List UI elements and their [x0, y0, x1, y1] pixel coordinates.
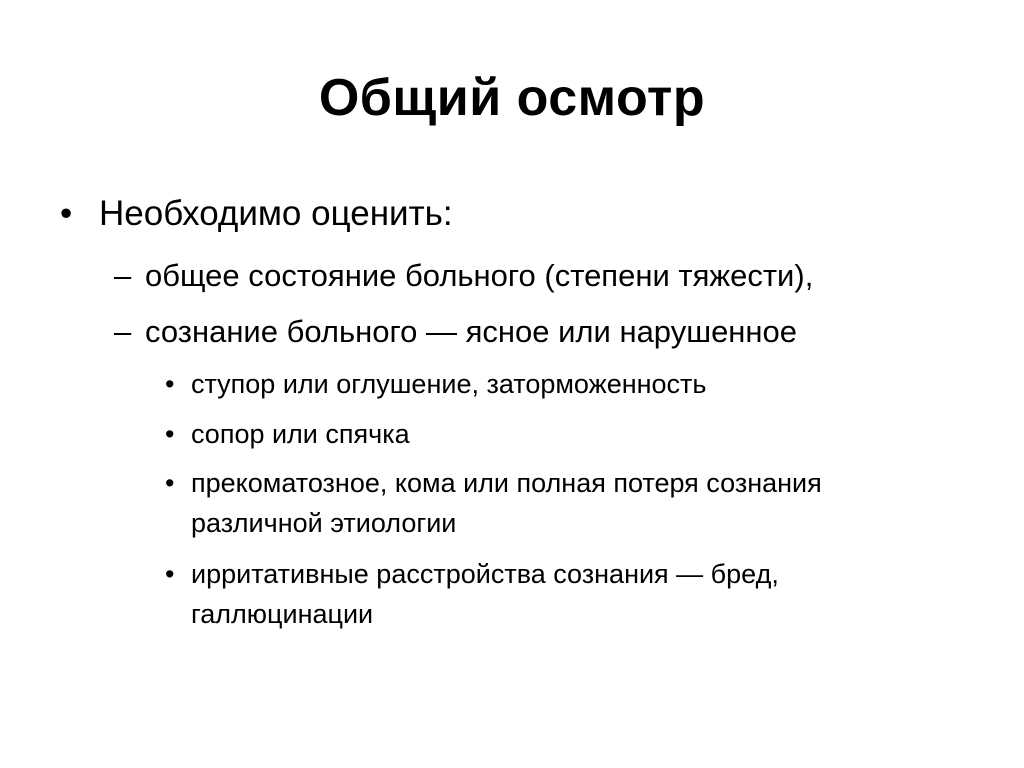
- bullet-marker: •: [165, 559, 175, 589]
- bullet-item-level3: сопор или спячка: [191, 419, 410, 449]
- bullet-item-level1: Необходимо оценить:: [99, 194, 453, 233]
- dash-marker: –: [114, 258, 132, 293]
- dash-marker: –: [114, 314, 132, 349]
- bullet-marker: •: [60, 194, 73, 233]
- slide-title: Общий осмотр: [318, 69, 706, 127]
- bullet-item-level3-continuation: галлюцинации: [191, 599, 374, 629]
- bullet-marker: •: [165, 419, 175, 449]
- bullet-item-level2: общее состояние больного (степени тяжести),: [145, 258, 814, 293]
- bullet-item-level3-continuation: различной этиологии: [191, 508, 457, 538]
- bullet-marker: •: [165, 369, 175, 399]
- bullet-item-level3: прекоматозное, кома или полная потеря сознания: [191, 468, 822, 498]
- bullet-item-level3: ступор или оглушение, заторможенность: [191, 369, 707, 399]
- bullet-item-level2: сознание больного — ясное или нарушенное: [145, 314, 798, 349]
- bullet-marker: •: [165, 468, 175, 498]
- bullet-item-level3: ирритативные расстройства сознания — бред,: [191, 559, 779, 589]
